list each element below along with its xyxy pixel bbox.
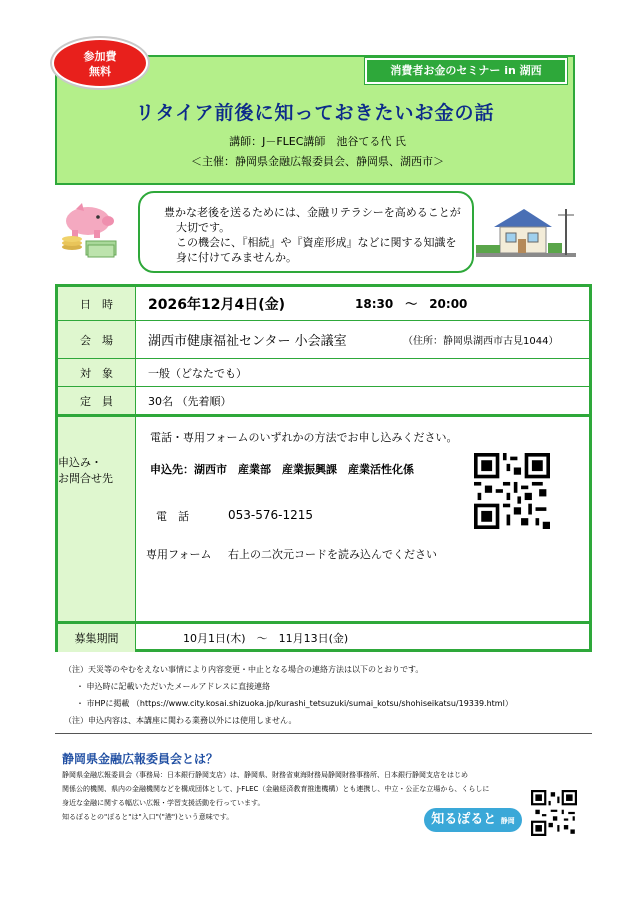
apply-intro: 電話・専用フォームのいずれかの方法でお申し込みください。 xyxy=(150,431,458,444)
period-row xyxy=(58,624,589,652)
badge-line1: 参加費 xyxy=(83,50,117,63)
date-label: 日 時 xyxy=(58,287,136,320)
date-value: 2026年12月4日(金) xyxy=(148,296,285,313)
about-line: 静岡県金融広報委員会（事務局：日本銀行静岡支店）は、静岡県、財務省東海財務局静岡財務事務所、日本銀行静岡支店をはじめ xyxy=(62,771,468,779)
logo-subtext: 静岡 xyxy=(500,817,515,825)
note-line: ・ 市HPに掲載 （https://www.city.kosai.shizuoka.jp/kurashi_tetsuzuki/sumai_kotsu/shohiseikatsu/19339.html） xyxy=(76,699,513,708)
series-label: 消費者お金のセミナー in 湖西 xyxy=(365,58,567,84)
venue-row xyxy=(58,321,589,358)
badge-line2: 無料 xyxy=(89,65,111,78)
form-label: 専用フォーム xyxy=(146,548,212,561)
intro-line: この機会に、『相続』や『資産形成』などに関する知識を xyxy=(176,236,457,249)
intro-line: 身に付けてみませんか。 xyxy=(176,251,297,264)
venue-address: （住所：静岡県湖西市古見1044） xyxy=(403,336,559,347)
about-line: 知るぽるとの"ぽると"は"入口"("港")という意味です。 xyxy=(62,813,234,821)
notes xyxy=(64,661,513,729)
note-line: （注）申込内容は、本講座に関わる業務以外には使用しません。 xyxy=(64,716,297,725)
organizers: ＜主催：静岡県金融広報委員会、静岡県、湖西市＞ xyxy=(191,155,444,168)
about-line: 身近な金融に関する幅広い広報・学習支援活動を行っています。 xyxy=(62,799,265,807)
lecturer: 講師：J－FLEC講師 池谷てる代 氏 xyxy=(229,135,406,148)
date-row xyxy=(58,287,589,320)
period-label: 募集期間 xyxy=(58,624,136,652)
venue-value: 湖西市健康福祉センター 小会議室 xyxy=(148,334,347,349)
venue-label: 会 場 xyxy=(58,321,136,358)
capacity-row xyxy=(58,387,589,414)
apply-label-line: 申込み・ xyxy=(58,456,102,469)
target-label: 対 象 xyxy=(58,359,136,386)
capacity-value: 30名 （先着順） xyxy=(148,394,232,408)
intro-message xyxy=(138,191,474,273)
form-instruction: 右上の二次元コードを読み込んでください xyxy=(228,548,437,561)
target-row xyxy=(58,359,589,386)
page-title: リタイア前後に知っておきたいお金の話 xyxy=(135,102,495,124)
note-line: ・ 申込時に記載いただいたメールアドレスに直接連絡 xyxy=(76,682,271,691)
period-value: 10月1日(木) ～ 11月13日(金) xyxy=(183,632,349,645)
apply-destination: 申込先：湖西市 産業部 産業振興課 産業活性化係 xyxy=(150,463,414,476)
phone-label: 電 話 xyxy=(156,510,189,523)
phone-number[interactable]: 053-576-1215 xyxy=(228,508,314,522)
apply-row xyxy=(58,417,589,621)
intro-line: 豊かな老後を送るためには、金融リテラシーを高めることが xyxy=(164,206,461,219)
note-line: （注）天災等のやむをえない事情により内容変更・中止となる場合の連絡方法は以下のとおりです。 xyxy=(64,665,424,674)
free-badge xyxy=(52,38,148,88)
logo-text: 知るぽると xyxy=(431,812,497,827)
application-qr-code[interactable] xyxy=(471,453,553,529)
target-value: 一般（どなたでも） xyxy=(148,366,247,380)
apply-label xyxy=(58,417,136,621)
about-heading: 静岡県金融広報委員会とは？ xyxy=(62,752,219,766)
apply-label-line: お問合せ先 xyxy=(58,472,113,485)
house-illustration xyxy=(476,203,576,265)
capacity-label: 定 員 xyxy=(58,387,136,414)
event-info-table xyxy=(55,284,592,652)
about-qr-code[interactable] xyxy=(531,790,577,836)
intro-line: 大切です。 xyxy=(176,221,231,234)
shiruporuto-logo xyxy=(424,808,522,832)
time-value: 18:30 ～ 20:00 xyxy=(355,297,468,311)
about-line: 関係公的機関、県内の金融機関などを構成団体として、J-FLEC（金融経済教育推進機構）とも連携し、中立・公正な立場から、くらしに xyxy=(62,785,490,793)
piggy-bank-icon xyxy=(58,199,118,261)
divider xyxy=(55,733,592,734)
